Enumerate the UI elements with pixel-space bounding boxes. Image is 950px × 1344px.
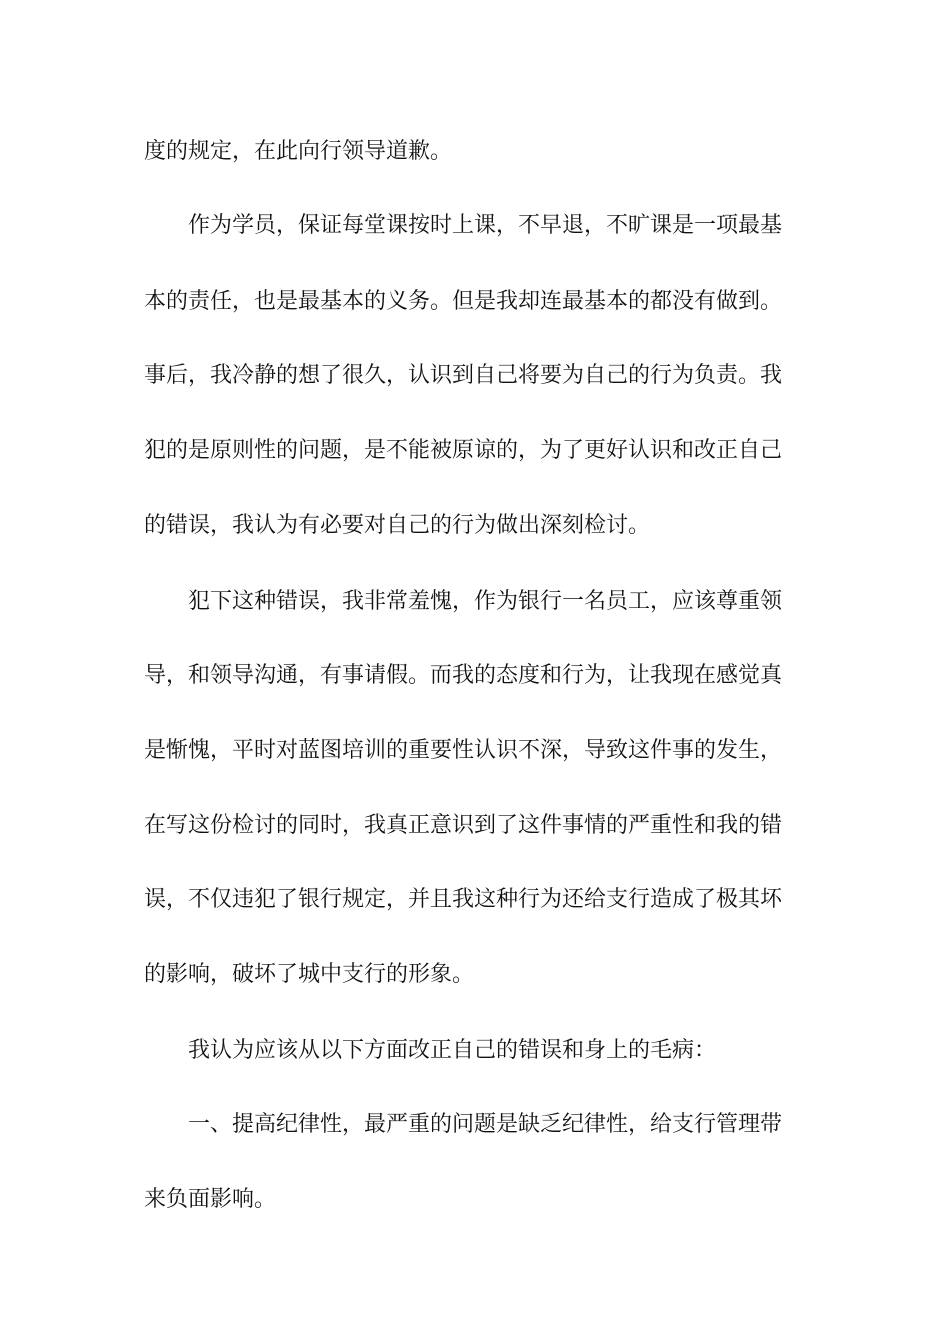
paragraph-first-line: 犯下这种错误，我非常羞愧，作为银行一名员工，应该尊重领 — [188, 589, 783, 614]
paragraph-first-line: 一、提高纪律性，最严重的问题是缺乏纪律性，给支行管理带 — [188, 1112, 783, 1137]
text-line: 的影响，破坏了城中支行的形象。 — [144, 962, 475, 987]
text-line: 的错误，我认为有必要对自己的行为做出深刻检讨。 — [144, 513, 651, 538]
text-line: 本的责任，也是最基本的义务。但是我却连最基本的都没有做到。 — [144, 289, 783, 314]
text-line: 误，不仅违犯了银行规定，并且我这种行为还给支行造成了极其坏 — [144, 887, 783, 912]
text-line: 在写这份检讨的同时，我真正意识到了这件事情的严重性和我的错 — [144, 813, 783, 838]
text-line: 是惭愧，平时对蓝图培训的重要性认识不深，导致这件事的发生， — [144, 738, 783, 763]
text-line: 导，和领导沟通，有事请假。而我的态度和行为，让我现在感觉真 — [144, 663, 783, 688]
text-line: 事后，我冷静的想了很久，认识到自己将要为自己的行为负责。我 — [144, 363, 783, 388]
paragraph-first-line: 我认为应该从以下方面改正自己的错误和身上的毛病： — [188, 1038, 717, 1063]
paragraph-first-line: 作为学员，保证每堂课按时上课，不早退，不旷课是一项最基 — [188, 213, 783, 238]
text-line: 来负面影响。 — [144, 1187, 277, 1212]
text-line: 犯的是原则性的问题，是不能被原谅的，为了更好认识和改正自己 — [144, 438, 783, 463]
text-line: 度的规定，在此向行领导道歉。 — [144, 139, 453, 164]
